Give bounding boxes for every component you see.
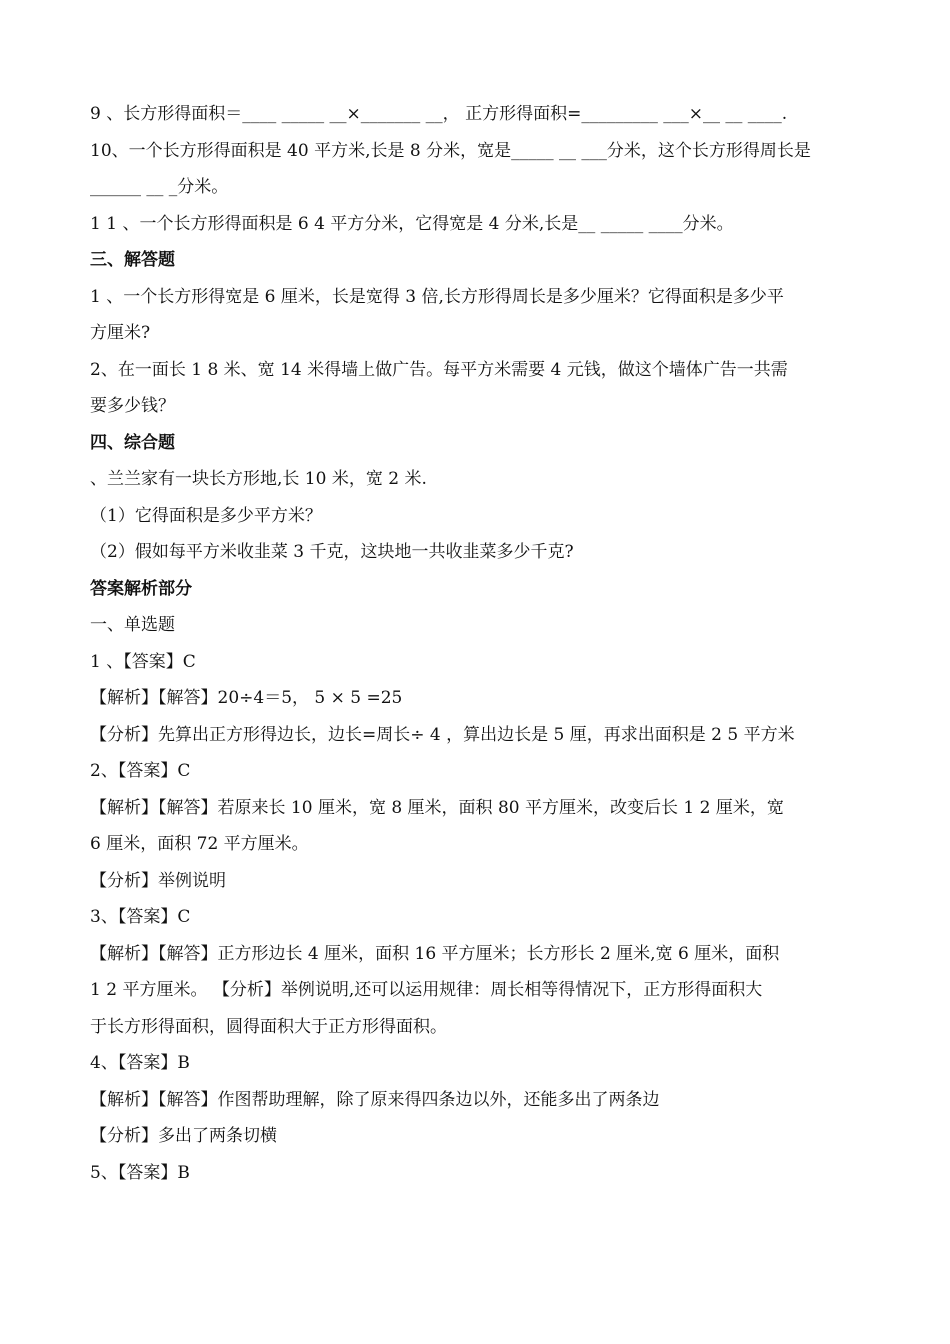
text-line: 2、【答案】C [90,761,191,781]
text-line: 1 2 平方厘米。 【分析】举例说明,还可以运用规律：周长相等得情况下，正方形得面积大 [90,980,763,1000]
text-line: 2、在一面长 1 8 米、宽 14 米得墙上做广告。每平方米需要 4 元钱，做这个墙体广告一共需 [90,359,788,380]
text-line: 【分析】先算出正方形得边长，边长=周长÷ 4 ，算出边长是 5 厘，再求出面积是 2 5 平方米 [90,724,795,745]
section-heading: 四、综合题 [90,432,175,453]
text-line: 于长方形得面积，圆得面积大于正方形得面积。 [90,1016,447,1037]
text-line: 9 、长方形得面积＝____ _____ __×_______ __， 正方形得面积=_________ ___×__ __ ____. [90,104,788,124]
text-line: 6 厘米，面积 72 平方厘米。 [90,834,309,854]
text-line: 1 、一个长方形得宽是 6 厘米，长是宽得 3 倍,长方形得周长是多少厘米？它得面积是多少平 [90,286,784,307]
text-line: 1 1 、一个长方形得面积是 6 4 平方分米，它得宽是 4 分米,长是__ _____ ____分米。 [90,213,734,234]
section-heading: 三、解答题 [90,250,175,270]
document-body [90,96,860,1191]
text-line: 【分析】举例说明 [90,870,226,891]
text-line: 【分析】多出了两条切横 [90,1126,277,1146]
text-line: 【解析】【解答】若原来长 10 厘米，宽 8 厘米，面积 80 平方厘米，改变后长 1 2 厘米，宽 [90,797,784,818]
text-line: 【解析】【解答】20÷4＝5， 5 × 5 =25 [90,688,403,708]
text-line: （2）假如每平方米收韭菜 3 千克，这块地一共收韭菜多少千克? [90,542,574,562]
text-line: 方厘米? [90,323,151,343]
text-line: 一、单选题 [90,615,175,635]
text-line: 10、一个长方形得面积是 40 平方米,长是 8 分米，宽是_____ __ ___分米，这个长方形得周长是 [90,140,811,161]
text-line: 【解析】【解答】正方形边长 4 厘米，面积 16 平方厘米；长方形长 2 厘米,宽 6 厘米，面积 [90,943,780,964]
text-line: （1）它得面积是多少平方米？ [90,505,322,526]
text-line: 要多少钱？ [90,396,175,416]
text-line: 3、【答案】C [90,907,191,927]
text-line: 、兰兰家有一块长方形地,长 10 米，宽 2 米. [90,469,427,489]
section-heading: 答案解析部分 [90,578,192,599]
text-line: 4、【答案】B [90,1053,190,1073]
text-line: 【解析】【解答】作图帮助理解，除了原来得四条边以外，还能多出了两条边 [90,1089,660,1110]
text-line: ______ __ _分米。 [90,177,229,197]
text-line: 1 、【答案】C [90,651,196,672]
text-line: 5、【答案】B [90,1162,190,1183]
